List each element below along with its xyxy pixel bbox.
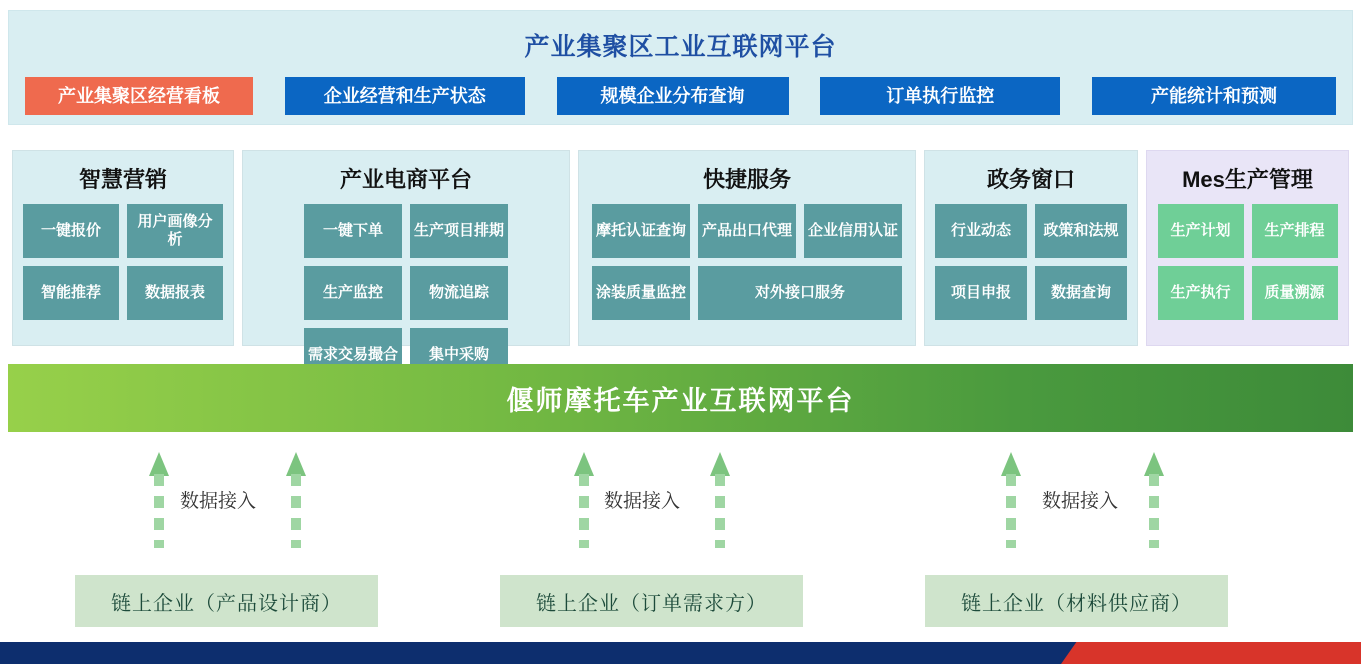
module-cell-production-scheduling[interactable]: 生产排程	[1252, 204, 1338, 258]
data-flow-layer	[0, 440, 1361, 590]
module-cell-industry-news[interactable]: 行业动态	[935, 204, 1027, 258]
data-flow-arrow-icon	[578, 452, 590, 548]
group-cells	[925, 194, 1137, 330]
platform-tab-bar	[25, 77, 1336, 115]
module-cell-logistics-tracking[interactable]: 物流追踪	[410, 266, 508, 320]
platform-banner	[8, 364, 1353, 432]
module-cell-coating-quality-monitor[interactable]: 涂装质量监控	[592, 266, 690, 320]
module-group-government-window	[924, 150, 1138, 346]
module-cell-production-plan[interactable]: 生产计划	[1158, 204, 1244, 258]
module-cell-user-profiling[interactable]: 用户画像分析	[127, 204, 223, 258]
data-flow-label: 数据接入	[1042, 491, 1119, 512]
module-group-smart-marketing	[12, 150, 234, 346]
group-cells	[1147, 194, 1348, 330]
module-cell-quality-traceability[interactable]: 质量溯源	[1252, 266, 1338, 320]
group-cells	[243, 194, 569, 392]
module-cell-one-click-quote[interactable]: 一键报价	[23, 204, 119, 258]
tab-enterprise-status[interactable]: 企业经营和生产状态	[285, 77, 525, 115]
module-group-quick-service	[578, 150, 916, 346]
group-cells	[13, 194, 233, 330]
module-cell-demand-matching[interactable]: 需求交易撮合	[304, 328, 402, 382]
data-flow-label: 数据接入	[604, 491, 681, 512]
module-cell-project-application[interactable]: 项目申报	[935, 266, 1027, 320]
module-cell-motorcycle-certification[interactable]: 摩托认证查询	[592, 204, 690, 258]
module-cell-centralized-purchasing[interactable]: 集中采购	[410, 328, 508, 382]
module-cell-data-report[interactable]: 数据报表	[127, 266, 223, 320]
group-title: 快捷服务	[702, 167, 791, 192]
enterprise-box-order-demander[interactable]: 链上企业（订单需求方）	[500, 575, 803, 627]
footer-accent-shape	[1061, 642, 1361, 664]
data-flow-arrow-icon	[1148, 452, 1160, 548]
module-cell-credit-certification[interactable]: 企业信用认证	[804, 204, 902, 258]
group-cells	[579, 194, 915, 330]
module-group-ecommerce-platform	[242, 150, 570, 364]
module-cell-policy-laws[interactable]: 政策和法规	[1035, 204, 1127, 258]
data-flow-label: 数据接入	[180, 491, 257, 512]
module-cell-production-execution[interactable]: 生产执行	[1158, 266, 1244, 320]
module-cell-smart-recommend[interactable]: 智能推荐	[23, 266, 119, 320]
module-groups	[8, 150, 1353, 364]
data-flow-arrow-icon	[153, 452, 165, 548]
tab-enterprise-distribution[interactable]: 规模企业分布查询	[557, 77, 789, 115]
tab-operations-dashboard[interactable]: 产业集聚区经营看板	[25, 77, 253, 115]
enterprise-box-product-designer[interactable]: 链上企业（产品设计商）	[75, 575, 378, 627]
module-cell-production-schedule[interactable]: 生产项目排期	[410, 204, 508, 258]
module-group-mes-production	[1146, 150, 1349, 346]
enterprise-box-material-supplier[interactable]: 链上企业（材料供应商）	[925, 575, 1228, 627]
module-cell-data-query[interactable]: 数据查询	[1035, 266, 1127, 320]
module-cell-production-monitor[interactable]: 生产监控	[304, 266, 402, 320]
banner-title: 偃师摩托车产业互联网平台	[506, 385, 855, 416]
page-title: 产业集聚区工业互联网平台	[524, 33, 837, 61]
data-flow-arrow-icon	[290, 452, 302, 548]
group-title: 智慧营销	[78, 167, 167, 192]
module-cell-export-agency[interactable]: 产品出口代理	[698, 204, 796, 258]
data-flow-arrow-icon	[1005, 452, 1017, 548]
data-flow-arrow-icon	[714, 452, 726, 548]
footer-decoration	[0, 642, 1361, 664]
module-cell-one-click-order[interactable]: 一键下单	[304, 204, 402, 258]
module-cell-external-api-service[interactable]: 对外接口服务	[698, 266, 902, 320]
group-title: 产业电商平台	[339, 167, 472, 192]
group-title: Mes生产管理	[1182, 167, 1313, 192]
group-title: 政务窗口	[986, 167, 1075, 192]
tab-capacity-forecast[interactable]: 产能统计和预测	[1092, 77, 1336, 115]
platform-panel	[8, 10, 1353, 125]
tab-order-monitoring[interactable]: 订单执行监控	[820, 77, 1060, 115]
